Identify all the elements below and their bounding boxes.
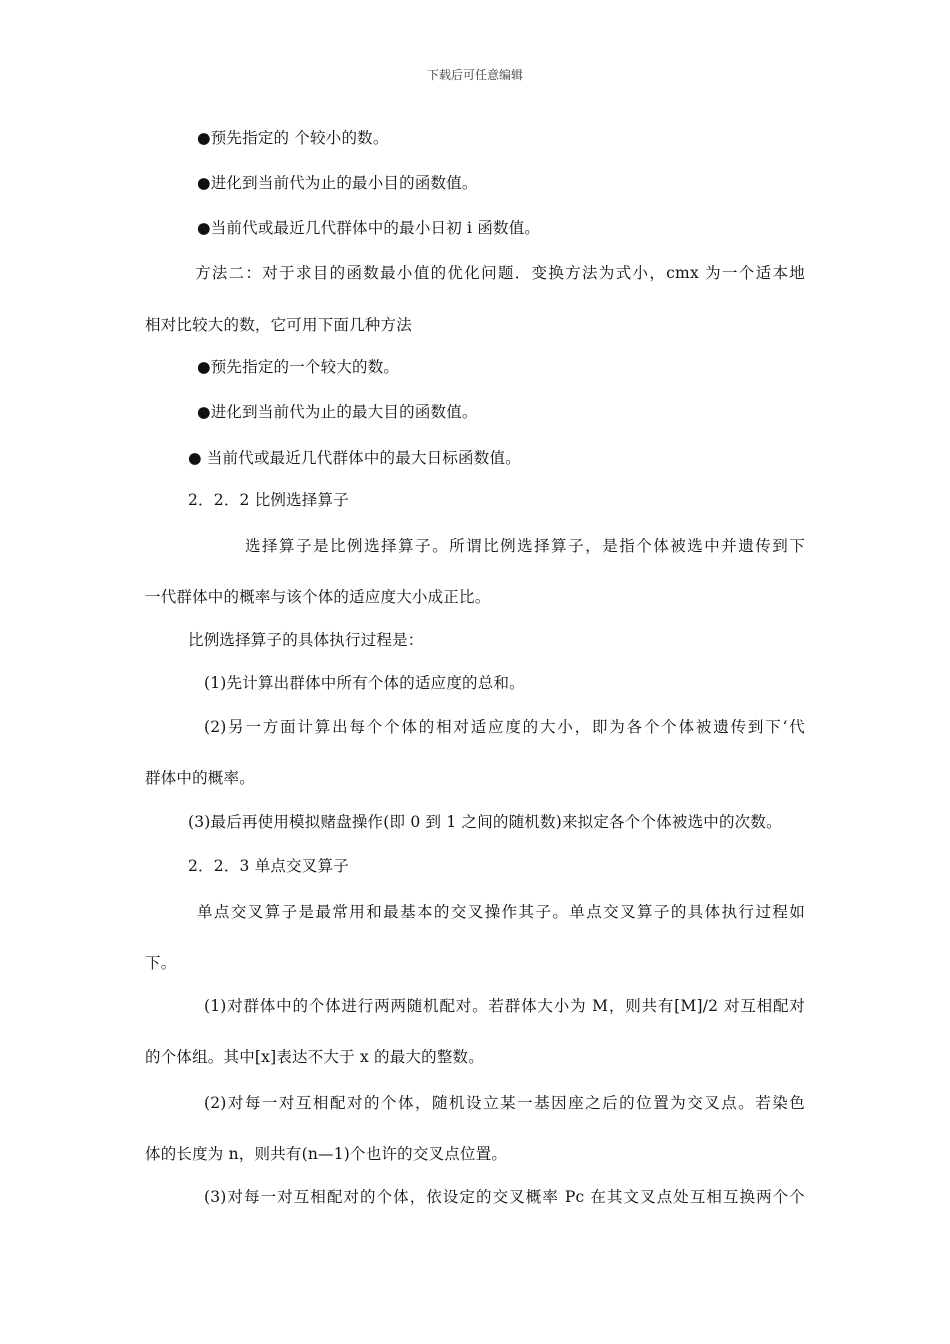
page-header: 下载后可任意编辑 (426, 68, 523, 82)
paragraph-line: 体的长度为 n，则共有(n—1)个也许的交叉点位置。 (145, 1145, 508, 1163)
list-item: (1)对群体中的个体进行两两随机配对。若群体大小为 M，则共有[M]/2 对互相配对 (204, 997, 805, 1015)
list-item: (3)最后再使用模拟赌盘操作(即 0 到 1 之间的随机数)来拟定各个个体被选中的次数。 (188, 813, 782, 831)
section-heading: 2．2．3 单点交叉算子 (188, 857, 349, 875)
bullet-item: ●进化到当前代为止的最小目的函数值。 (197, 174, 478, 192)
paragraph-line: 下。 (145, 954, 177, 972)
list-item: (2)另一方面计算出每个个体的相对适应度的大小，即为各个个体被遗传到下‘代 (204, 718, 805, 736)
bullet-item: ●当前代或最近几代群体中的最小日初 i 函数值。 (197, 219, 541, 237)
bullet-item: ●预先指定的 个较小的数。 (197, 129, 389, 147)
list-item: (3)对每一对互相配对的个体，依设定的交叉概率 Pc 在其文叉点处互相互换两个个 (204, 1188, 805, 1206)
bullet-item: ● 当前代或最近几代群体中的最大日标函数值。 (188, 449, 521, 467)
paragraph-line: 群体中的概率。 (145, 769, 255, 787)
list-item: (2)对每一对互相配对的个体，随机设立某一基因座之后的位置为交叉点。若染色 (204, 1094, 805, 1112)
paragraph-line: 方法二：对于求目的函数最小值的优化问题．变换方法为式小，cmx 为一个适本地 (195, 264, 805, 282)
list-item: (1)先计算出群体中所有个体的适应度的总和。 (204, 674, 525, 692)
bullet-item: ●预先指定的一个较大的数。 (197, 358, 400, 376)
paragraph-line: 选择算子是比例选择算子。所谓比例选择算子，是指个体被选中并遗传到下 (245, 537, 805, 555)
paragraph-line: 比例选择算子的具体执行过程是： (188, 631, 424, 649)
paragraph-line: 一代群体中的概率与该个体的适应度大小成正比。 (145, 588, 491, 606)
bullet-item: ●进化到当前代为止的最大目的函数值。 (197, 403, 478, 421)
paragraph-line: 相对比较大的数，它可用下面几种方法 (145, 316, 412, 334)
paragraph-line: 的个体组。其中[x]表达不大于 x 的最大的整数。 (145, 1048, 484, 1066)
section-heading: 2．2．2 比例选择算子 (188, 491, 349, 509)
paragraph-line: 单点交叉算子是最常用和最基本的交叉操作其子。单点交叉算子的具体执行过程如 (197, 903, 805, 921)
